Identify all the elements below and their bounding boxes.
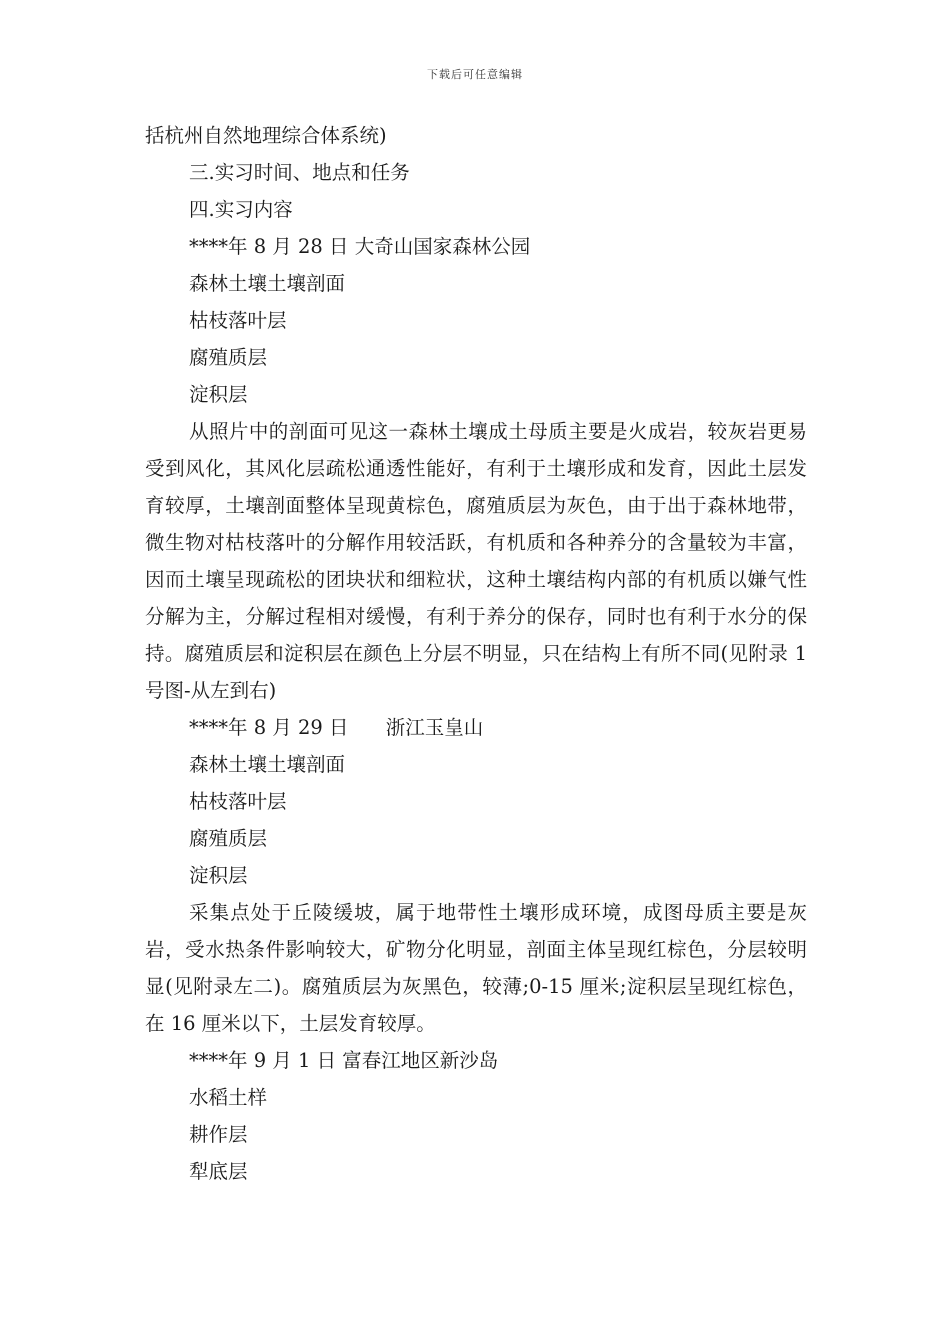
page-header: 下载后可任意编辑 [427, 68, 523, 81]
date-location-line: ****年 8 月 29 日 浙江玉皇山 [189, 716, 484, 739]
list-item: 腐殖质层 [189, 346, 268, 369]
paragraph-continuation: 括杭州自然地理综合体系统) [145, 124, 387, 147]
body-paragraph: 采集点处于丘陵缓坡，属于地带性土壤形成环境，成图母质主要是灰岩，受水热条件影响较大，矿物分化明显，剖面主体呈现红棕色，分层较明显(见附录左二)。腐殖质层为灰黑色，较薄;0-15 厘米;淀积层呈现红棕色，在 16 厘米以下，土层发育较厚。 [145, 901, 807, 1035]
list-item: 犁底层 [189, 1160, 248, 1183]
list-item: 枯枝落叶层 [189, 790, 287, 813]
list-item: 枯枝落叶层 [189, 309, 287, 332]
list-item: 淀积层 [189, 864, 248, 887]
list-item: 腐殖质层 [189, 827, 268, 850]
list-item: 森林土壤土壤剖面 [189, 753, 346, 776]
list-item: 森林土壤土壤剖面 [189, 272, 346, 295]
date-location-line: ****年 9 月 1 日 富春江地区新沙岛 [189, 1049, 499, 1072]
body-paragraph: 从照片中的剖面可见这一森林土壤成土母质主要是火成岩，较灰岩更易受到风化，其风化层疏松通透性能好，有利于土壤形成和发育，因此土层发育较厚，土壤剖面整体呈现黄棕色，腐殖质层为灰色，由于出于森林地带，微生物对枯枝落叶的分解作用较活跃，有机质和各种养分的含量较为丰富，因而土壤呈现疏松的团块状和细粒状，这种土壤结构内部的有机质以嫌气性分解为主，分解过程相对缓慢，有利于养分的保存，同时也有利于水分的保持。腐殖质层和淀积层在颜色上分层不明显，只在结构上有所不同(见附录 1 号图-从左到右) [145, 420, 807, 702]
list-item: 耕作层 [189, 1123, 248, 1146]
section-heading-time-place: 三.实习时间、地点和任务 [189, 161, 410, 184]
list-item: 淀积层 [189, 383, 248, 406]
list-item: 水稻土样 [189, 1086, 268, 1109]
document-body [145, 117, 807, 1190]
section-heading-content: 四.实习内容 [189, 198, 293, 221]
date-location-line: ****年 8 月 28 日 大奇山国家森林公园 [189, 235, 531, 258]
